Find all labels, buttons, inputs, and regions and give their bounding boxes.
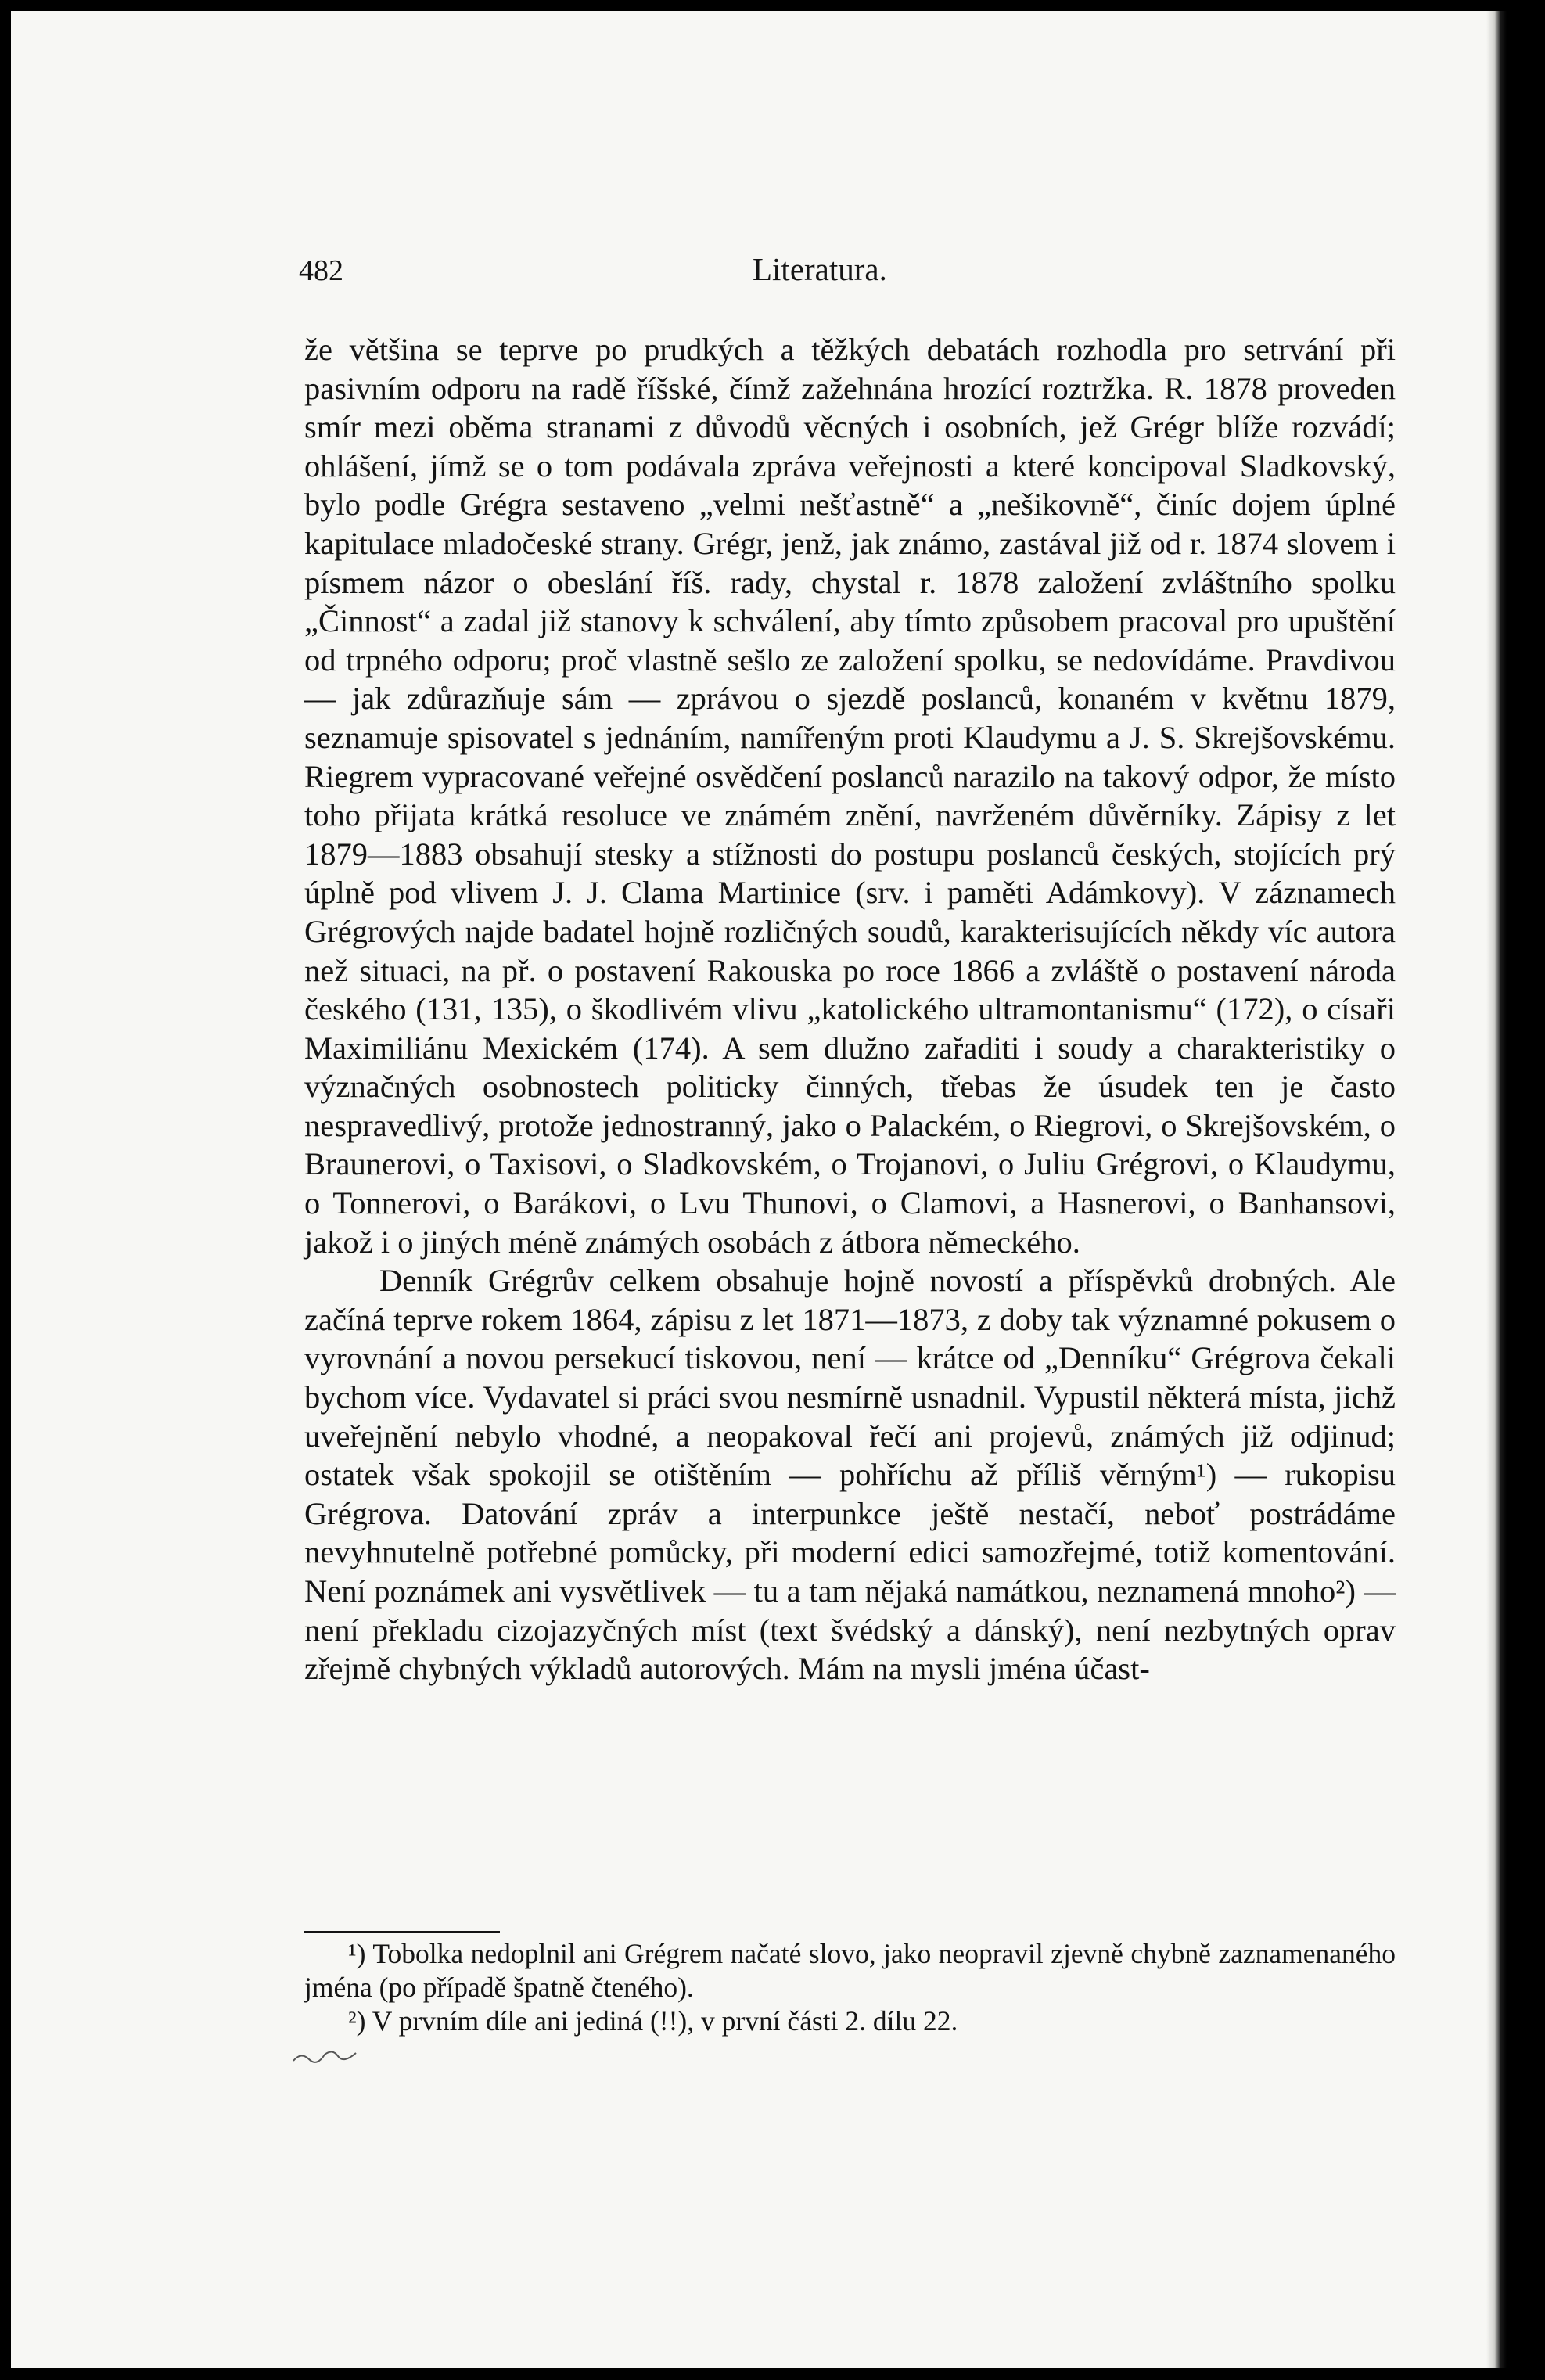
footnotes (304, 1937, 1396, 2038)
running-title: Literatura. (753, 251, 887, 287)
paragraph: Denník Grégrův celkem obsahuje hojně novostí a příspěvků drobných. Ale začíná teprve rokem 1864, zápisu z let 1871—1873, z doby tak významné pokusem o vyrovnání a novou persekucí tiskovou, není — krátce od „Denníku“ Grégrova čekali bychom více. Vydavatel si práci svou nesmírně usnadnil. Vypustil některá místa, jichž uveřejnění nebylo vhodné, a neopakoval řečí ani projevů, známých již odjinud; ostatek však spokojil se otištěním — pohříchu až příliš věrným¹) — rukopisu Grégrova. Datování zpráv a interpunkce ještě nestačí, neboť postrádáme nevyhnutelně potřebné pomůcky, při moderní edici samozřejmé, totiž komentování. Není poznámek ani vysvětlivek — tu a tam nějaká namátkou, neznamená mnoho²) — není překladu cizojazyčných míst (text švédský a dánský), není nezbytných oprav zřejmě chybných výkladů autorových. Mám na mysli jména účast- (304, 1263, 1396, 1687)
footnote-text: Tobolka nedoplnil ani Grégrem načaté slovo, jako neopravil zjevně chybně zaznamenaného jména (po případě špatně čteného). (304, 1938, 1396, 2003)
page-number: 482 (299, 254, 343, 287)
footnote-text: V prvním díle ani jediná (!!), v první části 2. dílu 22. (372, 2005, 958, 2037)
footnote (304, 2004, 1396, 2038)
binding-edge-shadow (1486, 11, 1507, 2368)
pen-squiggle-mark (289, 2037, 383, 2069)
footnote (304, 1937, 1396, 2004)
body-text (304, 330, 1396, 1688)
footnote-mark: ²) (348, 2005, 366, 2037)
paragraph: že většina se teprve po prudkých a těžkých debatách rozhodla pro setrvání při pasivním odporu na radě říšské, čímž zažehnána hrozící roztržka. R. 1878 proveden smír mezi oběma stranami z důvodů věcných i osobních, jež Grégr blíže rozvádí; ohlášení, jímž se o tom podávala zpráva veřejnosti a které koncipoval Sladkovský, bylo podle Grégra sestaveno „velmi nešťastně“ a „nešikovně“, činíc dojem úplné kapitulace mladočeské strany. Grégr, jenž, jak známo, zastával již od r. 1874 slovem i písmem názor o obeslání říš. rady, chystal r. 1878 založení zvláštního spolku „Činnost“ a zadal již stanovy k schválení, aby tímto způsobem pracoval pro upuštění od trpného odporu; proč vlastně sešlo ze založení spolku, se nedovídáme. Pravdivou — jak zdůrazňuje sám — zprávou o sjezdě poslanců, konaném v květnu 1879, seznamuje spisovatel s jednáním, namířeným proti Klaudymu a J. S. Skrejšovskému. Riegrem vypracované veřejné osvědčení poslanců narazilo na takový odpor, že místo toho přijata krátká resoluce ve známém znění, navrženém důvěrníky. Zápisy z let 1879—1883 obsahují stesky a stížnosti do postupu poslanců českých, stojících prý úplně pod vlivem J. J. Clama Martinice (srv. i paměti Adámkovy). V záznamech Grégrových najde badatel hojně rozličných soudů, karakterisujících někdy víc autora než situaci, na př. o postavení Rakouska po roce 1866 a zvláště o postavení národa českého (131, 135), o škodlivém vlivu „katolického ultramontanismu“ (172), o císaři Maximiliánu Mexickém (174). A sem dlužno zařaditi i soudy a charakteristiky o význačných osobnostech politicky činných, třebas že úsudek ten je často nespravedlivý, protože jednostranný, jako o Palackém, o Riegrovi, o Skrejšovském, o Braunerovi, o Taxisovi, o Sladkovském, o Trojanovi, o Juliu Grégrovi, o Klaudymu, o Tonnerovi, o Barákovi, o Lvu Thunovi, o Clamovi, a Hasnerovi, o Banhansovi, jakož i o jiných méně známých osobách z átbora německého. (304, 332, 1396, 1260)
page-header (299, 247, 1363, 294)
footnote-separator (304, 1931, 500, 1933)
scanned-page (11, 11, 1507, 2368)
footnote-mark: ¹) (348, 1938, 366, 1969)
